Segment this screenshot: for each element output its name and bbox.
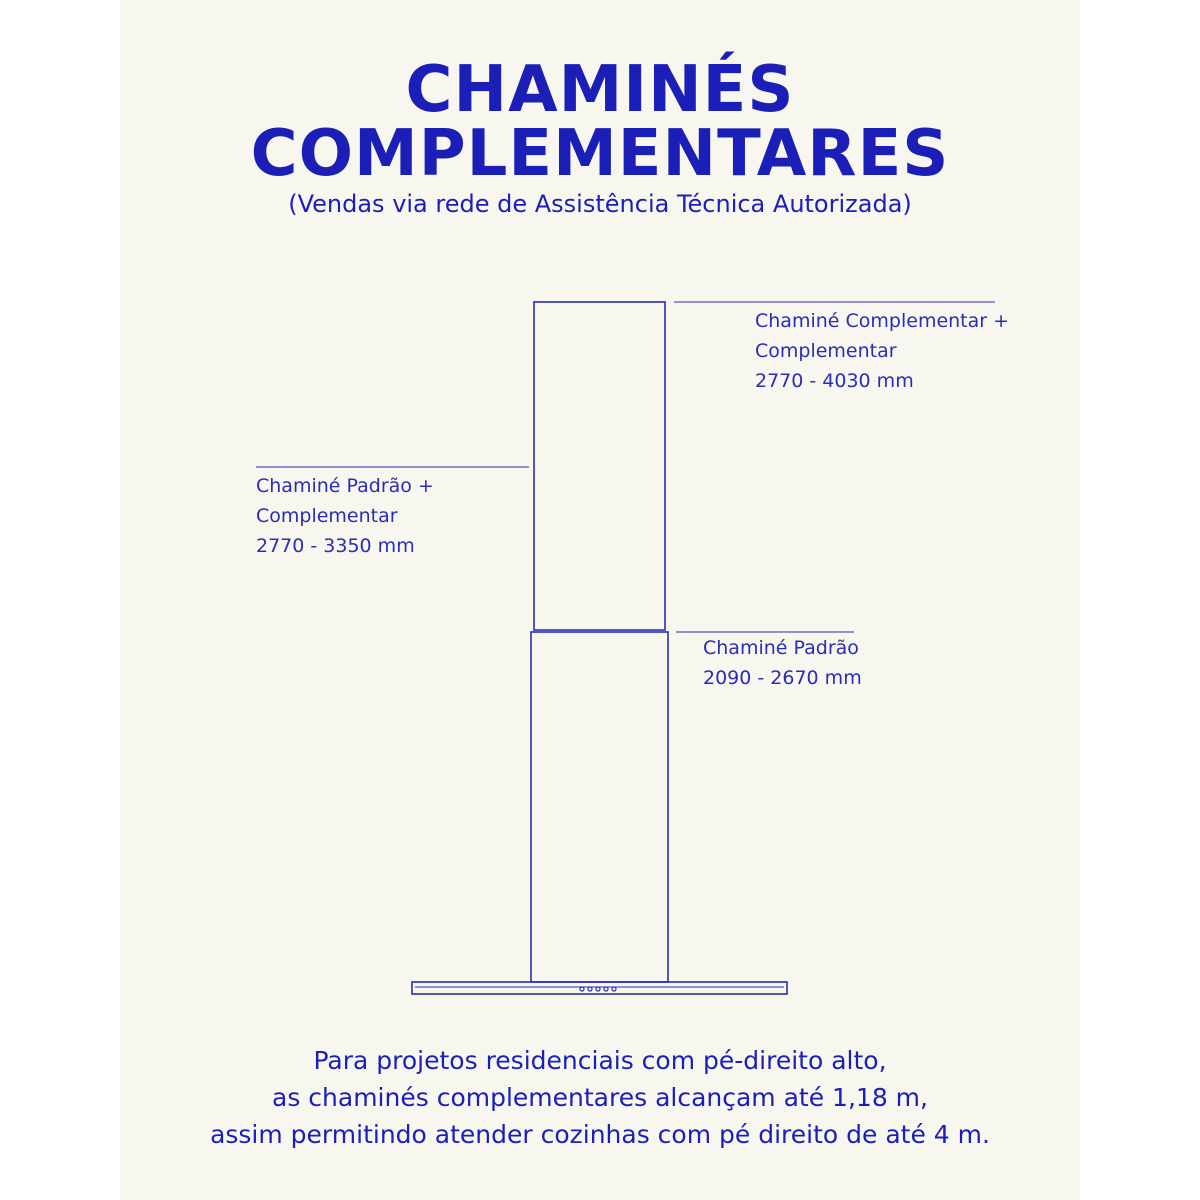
footer-text <box>120 1042 1080 1153</box>
label-padrao-range: 2090 - 2670 mm <box>703 667 862 689</box>
label-padrao-plus-complementar-line-2: Complementar <box>256 505 398 527</box>
title-line-2: COMPLEMENTARES <box>250 117 950 191</box>
control-button-icon <box>588 987 592 991</box>
control-button-icon <box>612 987 616 991</box>
lower-chimney-section <box>531 632 668 982</box>
label-padrao-plus-complementar-line-1: Chaminé Padrão + <box>256 475 434 497</box>
subtitle: (Vendas via rede de Assistência Técnica Autorizada) <box>288 190 912 218</box>
label-complementar-double-range: 2770 - 4030 mm <box>755 370 914 392</box>
footer-line-1: Para projetos residenciais com pé-direito alto, <box>313 1046 887 1075</box>
label-complementar-double-line-2: Complementar <box>755 340 897 362</box>
control-button-icon <box>596 987 600 991</box>
control-button-icon <box>604 987 608 991</box>
footer-line-2: as chaminés complementares alcançam até 1,18 m, <box>272 1083 928 1112</box>
label-padrao-plus-complementar <box>256 471 434 561</box>
label-padrao-line-1: Chaminé Padrão <box>703 637 859 659</box>
footer-line-3: assim permitindo atender cozinhas com pé direito de até 4 m. <box>210 1120 990 1149</box>
label-padrao-plus-complementar-range: 2770 - 3350 mm <box>256 535 415 557</box>
title-line-1: CHAMINÉS <box>405 53 795 127</box>
control-button-icon <box>580 987 584 991</box>
label-padrao <box>703 633 862 693</box>
control-buttons <box>580 987 616 991</box>
label-complementar-double-line-1: Chaminé Complementar + <box>755 310 1010 332</box>
upper-chimney-section <box>534 302 665 630</box>
label-complementar-double <box>755 306 1009 396</box>
